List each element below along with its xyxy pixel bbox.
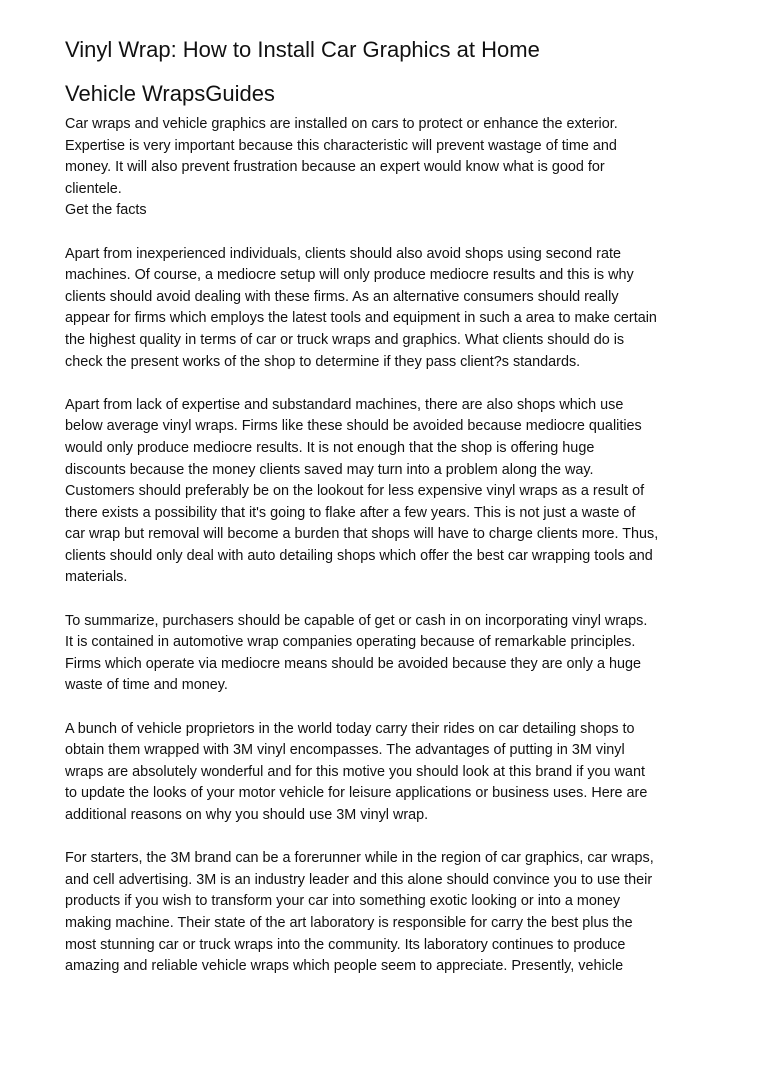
paragraph-summary: To summarize, purchasers should be capable of get or cash in on incorporating vinyl wraps. It is contained in automotive wrap companies operating because of remarkable principles. Firms which operate via mediocre means should be avoided because they are only a huge waste of time and money. xyxy=(65,612,648,694)
paragraph-3m-intro: A bunch of vehicle proprietors in the world today carry their rides on car detailing shops to obtain them wrapped with 3M vinyl encompasses. The advantages of putting in 3M vinyl wraps are absolutely wonderful and for this motive you should look at this brand if you want to update the looks of your motor vehicle for leisure applications or business uses. Here are additional reasons on why you should use 3M vinyl wrap. xyxy=(65,720,648,823)
paragraph-machines: Apart from inexperienced individuals, clients should also avoid shops using second rate machines. Of course, a mediocre setup will only produce mediocre results and this is why clients should avoid dealing with these firms. As an alternative consumers should really appear for firms which employs the latest tools and equipment in such a area to make certain the highest quality in terms of car or truck wraps and graphics. What clients should do is check the present works of the shop to determine if they pass client?s standards. xyxy=(65,245,657,370)
paragraph-3m-starters: For starters, the 3M brand can be a forerunner while in the region of car graphics, car wraps, and cell advertising. 3M is an industry leader and this alone should convince you to use their products if you wish to transform your car into something exotic looking or into a money making machine. Their state of the art laboratory is responsible for carry the best plus the most stunning car or truck wraps into the community. Its laboratory continues to produce amazing and reliable vehicle wraps which people seem to appreciate. Presently, vehicle xyxy=(65,850,654,975)
document-title: Vinyl Wrap: How to Install Car Graphics at Home xyxy=(65,37,540,62)
document-subtitle: Vehicle WrapsGuides xyxy=(65,81,275,106)
paragraph-intro: Car wraps and vehicle graphics are installed on cars to protect or enhance the exterior. Expertise is very important because this characteristic will prevent wastage of time and money. It will also prevent frustration because an expert would know what is good for clientele. Get the facts xyxy=(65,116,618,219)
paragraph-vinyl-quality: Apart from lack of expertise and substandard machines, there are also shops which use below average vinyl wraps. Firms like these should be avoided because mediocre qualities would only produce mediocre results. It is not enough that the shop is offering huge discounts because the money clients saved may turn into a problem along the way. Customers should preferably be on the lookout for less expensive vinyl wraps as a result of there exists a possibility that it's going to flake after a few years. This is not just a waste of car wrap but removal will become a burden that shops will have to charge clients more. Thus, clients should only deal with auto detailing shops which offer the best car wrapping tools and materials. xyxy=(65,396,659,586)
document-page xyxy=(65,34,715,999)
